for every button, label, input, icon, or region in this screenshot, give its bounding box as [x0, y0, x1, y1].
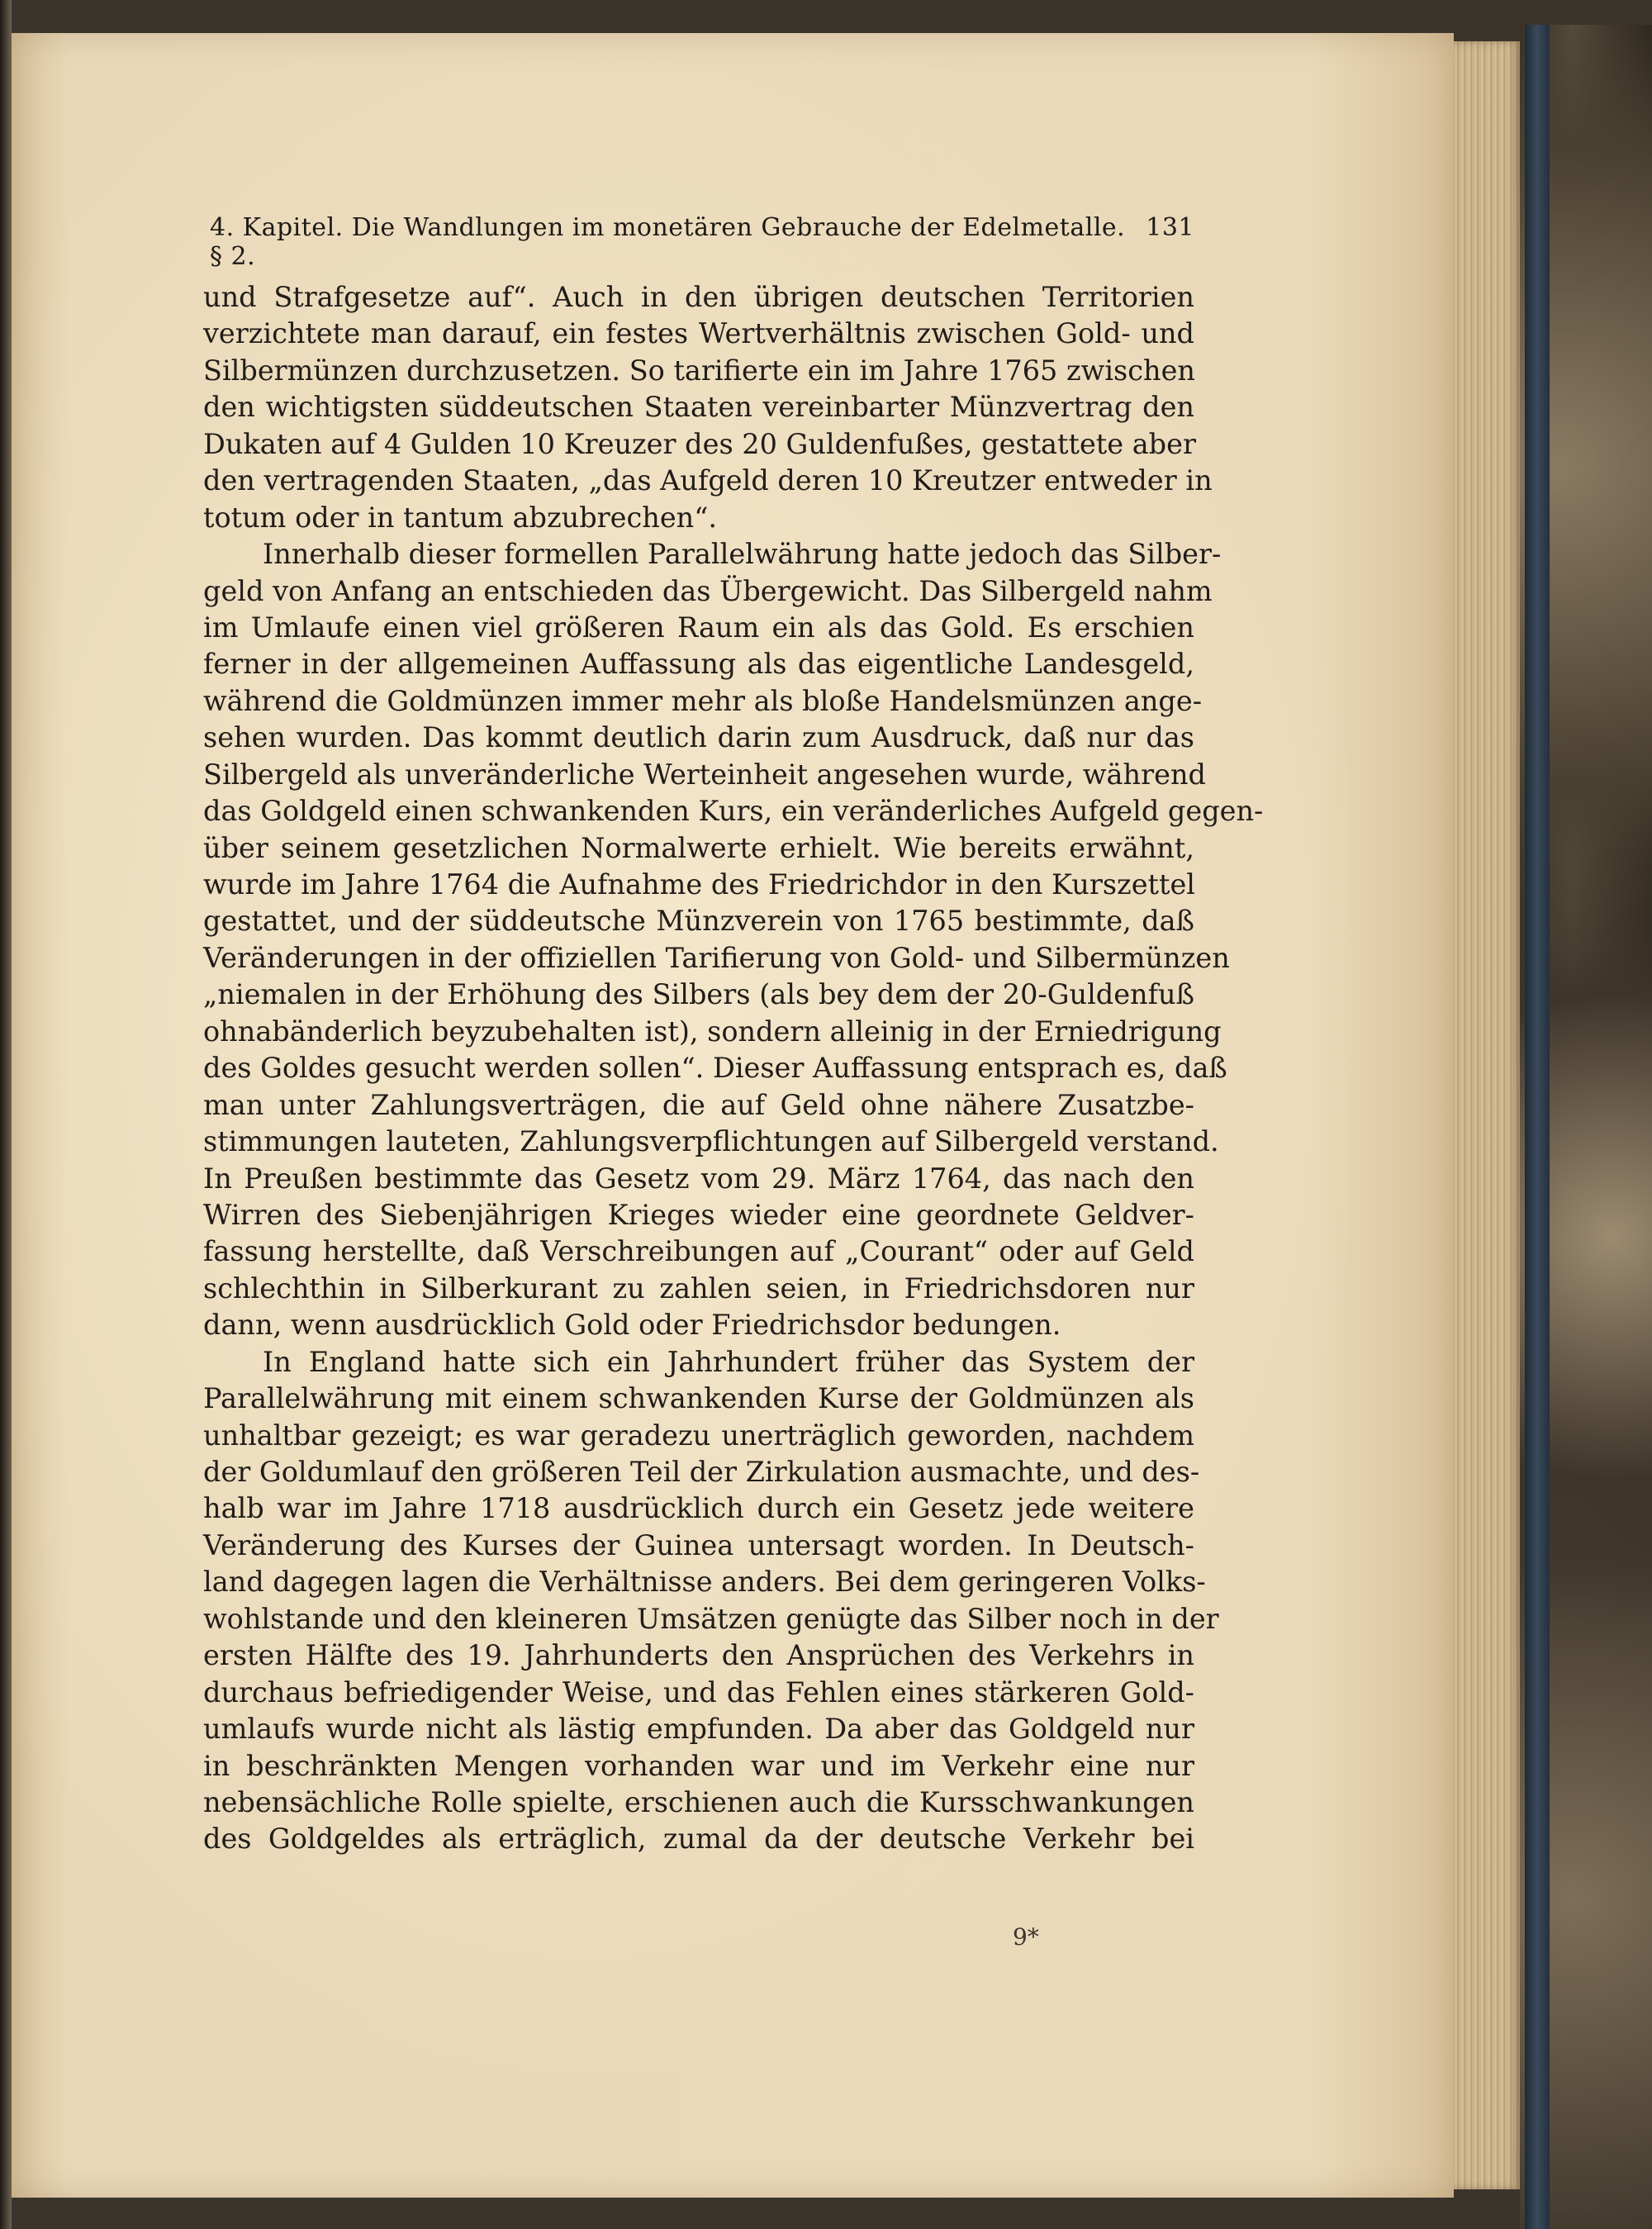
text-line: „niemalen in der Erhöhung des Silbers (als bey dem der 20-Guldenfuß: [203, 978, 1194, 1011]
text-line: nebensächliche Rolle spielte, erschienen auch die Kursschwankungen: [203, 1785, 1194, 1818]
text-line: schlechthin in Silberkurant zu zahlen seien, in Friedrichsdoren nur: [203, 1271, 1194, 1305]
text-line: Silbermünzen durchzusetzen. So tarifierte ein im Jahre 1765 zwischen: [203, 354, 1195, 387]
text-line: wohlstande und den kleineren Umsätzen genügte das Silber noch in der: [203, 1602, 1219, 1635]
text-line: Veränderung des Kurses der Guinea untersagt worden. In Deutsch-: [203, 1528, 1194, 1561]
text-line: durchaus befriedigender Weise, und das Fehlen eines stärkeren Gold-: [203, 1675, 1194, 1709]
text-line: wurde im Jahre 1764 die Aufnahme des Friedrichdor in den Kurszettel: [203, 868, 1195, 901]
text-line: Dukaten auf 4 Gulden 10 Kreuzer des 20 Guldenfußes, gestattete aber: [203, 427, 1196, 460]
text-line: sehen wurden. Das kommt deutlich darin zum Ausdruck, daß nur das: [203, 721, 1194, 754]
body-text: [203, 279, 1264, 1858]
text-line: fassung herstellte, daß Verschreibungen auf „Courant“ oder auf Geld: [203, 1235, 1194, 1268]
text-line: des Goldgeldes als erträglich, zumal da der deutsche Verkehr bei: [203, 1823, 1194, 1856]
signature-mark: 9*: [1013, 1923, 1039, 1951]
text-line: Silbergeld als unveränderliche Werteinheit angesehen wurde, während: [203, 758, 1206, 791]
page-stack-edges: [1454, 41, 1520, 2189]
text-line: totum oder in tantum abzubrechen“.: [203, 501, 718, 534]
text-line: über seinem gesetzlichen Normalwerte erhielt. Wie bereits erwähnt,: [203, 831, 1194, 864]
text-line: den vertragenden Staaten, „das Aufgeld deren 10 Kreutzer entweder in: [203, 464, 1213, 497]
paragraph-start-line: In England hatte sich ein Jahrhundert früher das System der: [263, 1345, 1194, 1378]
text-line: ohnabänderlich beyzubehalten ist), sondern alleinig in der Erniedrigung: [203, 1015, 1222, 1048]
text-line: ferner in der allgemeinen Auffassung als das eigentliche Landesgeld,: [203, 648, 1194, 681]
book-left-edge: [0, 0, 12, 2229]
page-number: 131: [1146, 213, 1194, 242]
text-line: das Goldgeld einen schwankenden Kurs, ein veränderliches Aufgeld gegen-: [203, 795, 1264, 828]
text-line: umlaufs wurde nicht als lästig empfunden. Da aber das Goldgeld nur: [203, 1713, 1194, 1746]
text-line: man unter Zahlungsverträgen, die auf Geld ohne nähere Zusatzbe-: [203, 1088, 1194, 1121]
running-head: [210, 213, 1194, 271]
text-line: dann, wenn ausdrücklich Gold oder Friedrichsdor bedungen.: [203, 1309, 1061, 1342]
text-line: gestattet, und der süddeutsche Münzverein von 1765 bestimmte, daß: [203, 905, 1194, 938]
text-line: halb war im Jahre 1718 ausdrücklich durch ein Gesetz jede weitere: [203, 1492, 1194, 1525]
text-line: verzichtete man darauf, ein festes Wertverhältnis zwischen Gold- und: [203, 317, 1194, 350]
chapter-title: 4. Kapitel. Die Wandlungen im monetären Gebrauche der Edelmetalle. § 2.: [210, 213, 1126, 271]
text-line: im Umlaufe einen viel größeren Raum ein als das Gold. Es erschien: [203, 611, 1194, 644]
text-line: Parallelwährung mit einem schwankenden Kurse der Goldmünzen als: [203, 1382, 1194, 1415]
text-line: ersten Hälfte des 19. Jahrhunderts den Ansprüchen des Verkehrs in: [203, 1639, 1194, 1672]
text-line: den wichtigsten süddeutschen Staaten vereinbarter Münzvertrag den: [203, 391, 1194, 424]
text-line: der Goldumlauf den größeren Teil der Zirkulation ausmachte, und des-: [203, 1456, 1200, 1488]
text-line: und Strafgesetze auf“. Auch in den übrigen deutschen Territorien: [203, 281, 1194, 313]
text-line: In Preußen bestimmte das Gesetz vom 29. März 1764, das nach den: [203, 1162, 1194, 1195]
book-cover-spine-strip: [1525, 25, 1550, 2229]
text-line: geld von Anfang an entschieden das Übergewicht. Das Silbergeld nahm: [203, 574, 1213, 607]
text-line: stimmungen lauteten, Zahlungsverpflichtungen auf Silbergeld verstand.: [203, 1125, 1219, 1158]
text-line: während die Goldmünzen immer mehr als bloße Handelsmünzen ange-: [203, 684, 1203, 717]
text-line: land dagegen lagen die Verhältnisse anders. Bei dem geringeren Volks-: [203, 1566, 1206, 1599]
text-line: des Goldes gesucht werden sollen“. Dieser Auffassung entsprach es, daß: [203, 1052, 1227, 1085]
text-line: unhaltbar gezeigt; es war geradezu unerträglich geworden, nachdem: [203, 1419, 1194, 1452]
text-line: Veränderungen in der offiziellen Tarifierung von Gold- und Silbermünzen: [203, 941, 1230, 974]
text-line: in beschränkten Mengen vorhanden war und im Verkehr eine nur: [203, 1749, 1194, 1782]
text-line: Wirren des Siebenjährigen Krieges wieder eine geordnete Geldver-: [203, 1198, 1194, 1231]
paragraph-start-line: Innerhalb dieser formellen Parallelwährung hatte jedoch das Silber-: [263, 538, 1222, 571]
